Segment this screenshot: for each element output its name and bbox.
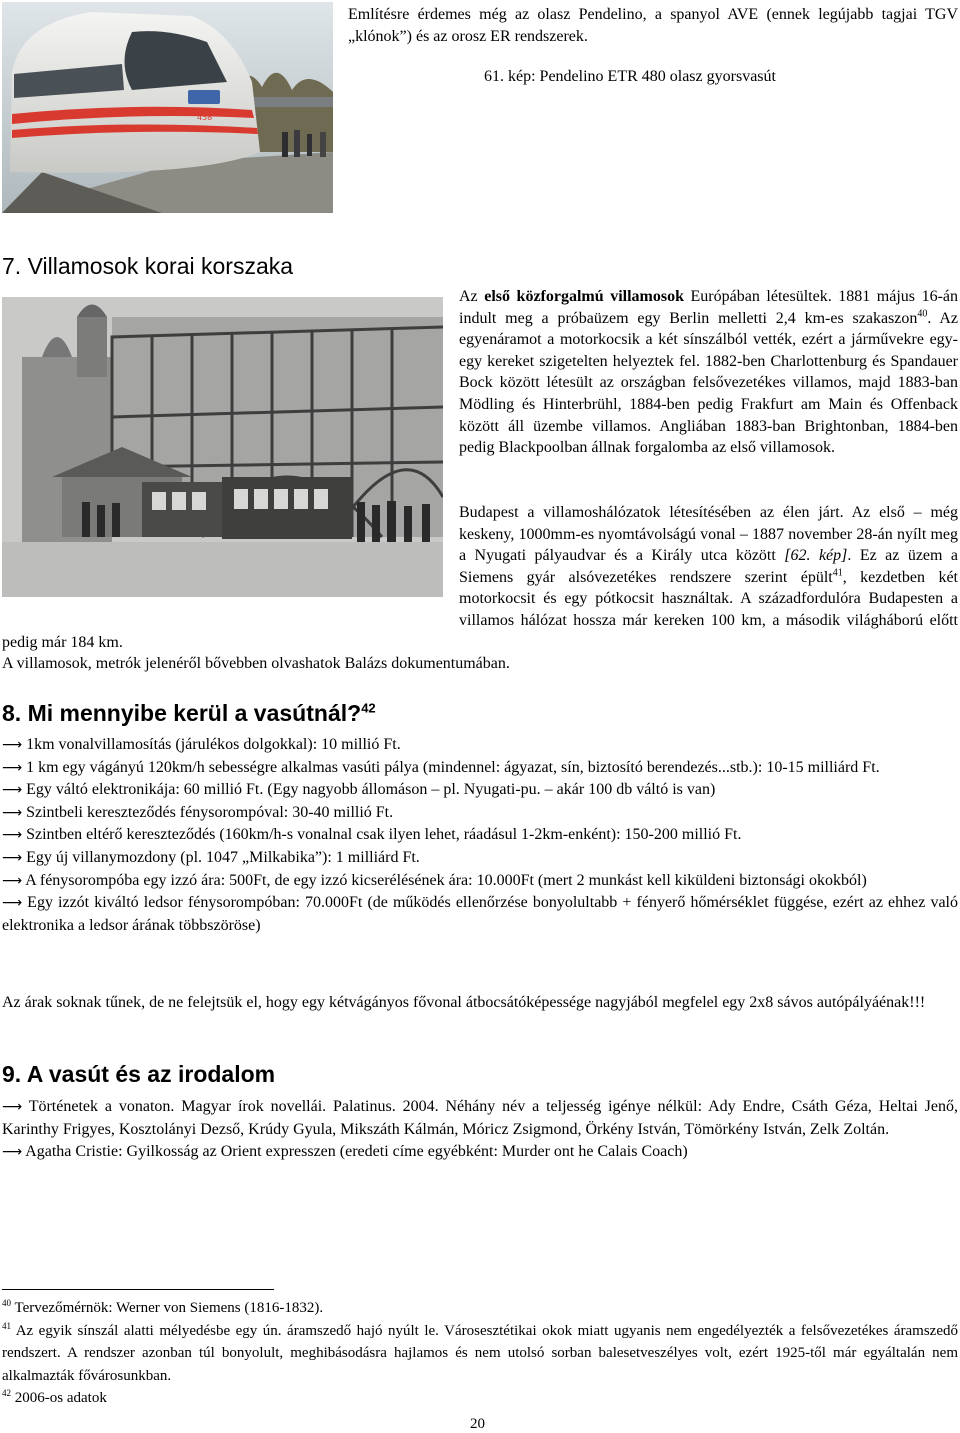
intro-text: Említésre érdemes még az olasz Pendelino, a spanyol AVE (ennek legújabb tagjai TGV „klónok”) és az orosz ER rendszerek. (348, 6, 958, 45)
footnote-40: $^{40}$ Tervezőmérnök: Werner von Siemens (1816-1832). (2, 1298, 324, 1316)
literature-item: ⟶ Történetek a vonaton. Magyar írok novellái. Palatinus. 2004. Néhány név a teljesség igénye nélkül: Ady Endre, Csáth Géza, Heltai Jenő, Karinthy Frigyes, Kosztolányi Dezső, Krúdy Gyula, Mikszáth Kálmán, Móricz Zsigmond, Örkény István, Tömörkény István, Zelk Zoltán. (2, 1098, 959, 1138)
literature-list (2, 1096, 958, 1164)
figure-62-reference: [62. kép] (784, 547, 848, 565)
section-7-paragraph-2-block (2, 502, 958, 675)
cost-item: ⟶ 1km vonalvillamosítás (járulékos dolgokkal): 10 millió Ft. (2, 736, 401, 753)
arrow-right-icon: ⟶ (2, 872, 23, 889)
pendelino-train-photo (2, 2, 333, 213)
costs-list (2, 734, 958, 937)
cost-item: ⟶ 1 km egy vágányú 120km/h sebességre alkalmas vasúti pálya (mindennel: ágyazat, sín, biztosító berendezés...stb.): 10-15 milliárd Ft. (2, 758, 880, 776)
cost-item: ⟶ Egy váltó elektronikája: 60 millió Ft. (Egy nagyobb állomáson – pl. Nyugati-pu. – akár 100 db váltó is van) (2, 781, 716, 799)
cost-item: ⟶ Egy izzót kiváltó ledsor fénysorompóban: 70.000Ft (de működés ellenőrzése bonyolultabb + fényerő hőmérséklet függése, ezért az ehhez való elektronika a ledsor árának többszöröse) (2, 894, 958, 934)
cost-item: ⟶ Szintben eltérő kereszteződés (160km/h-s vonalnal csak ilyen lehet, ráadásul 1-2km-enként): 150-200 millió Ft. (2, 826, 742, 844)
arrow-right-icon: ⟶ (2, 759, 23, 776)
section-7-text-beside-photo (459, 286, 958, 459)
section-7-paragraph-1: Az első közforgalmú villamosok Európában létesültek. 1881 május 16-án indult meg a próbaüzem egy Berlin melletti 2,4 km-es szakaszon$^{40}$. Az egyenáramot a motorkocsik a két sínszálból vették, ezért a járművekre egy-egy kereket szigetelten helyeztek fel. 1882-ben Charlottenburg és Spandauer Bock között létesült az országban felsővezetékes villamos, majd 1883-ban Mödling és Hinterbrühl, 1884-ben pedig Frakfurt am Main és Offenback között áll üzembe villamos. Angliában 1883-ban Brightonban, 1884-ben pedig Blackpoolban állnak forgalomba az első villamosok. (459, 288, 959, 457)
literature-item: ⟶ Agatha Cristie: Gyilkosság az Orient expresszen (eredeti címe egyébként: Murder ont he Calais Coach) (2, 1143, 688, 1161)
svg-text:458: 458 (197, 113, 213, 122)
cost-item: ⟶ A fénysorompóba egy izzó ára: 500Ft, de egy izzó kicserélésének ára: 10.000Ft (mert 2 munkást kell kiküldeni biztonsági okokból) (2, 871, 867, 889)
arrow-right-icon: ⟶ (2, 737, 23, 753)
footnote-ref-41: 41 (832, 567, 843, 579)
footnote-42: $^{42}$ 2006-os adatok (2, 1388, 107, 1406)
arrow-right-icon: ⟶ (2, 895, 23, 912)
section-7-heading: 7. Villamosok korai korszaka (2, 253, 294, 279)
section-7-paragraph-2: Budapest a villamoshálózatok létesítésében az élen járt. Az első – még keskeny, 1000mm-es nyomtávolságú vonal – 1887 november 28-án nyílt meg a Nyugati pályaudvar és a Király utca között [62. kép]. Ez az üzem a Siemens gyár alsóvezetékes rendszere szerint épült$^{41}$, kezdetben két motorkocsit és egy pótkocsit használtak. A századfordulóra Budapesten a villamos hálózat hossza már kereken 100 km, a második világháború előtt pedig már 184 km. (2, 504, 959, 651)
cost-item: ⟶ Szintbeli kereszteződés fénysorompóval: 30-40 millió Ft. (2, 803, 394, 821)
arrow-right-icon: ⟶ (2, 782, 23, 799)
costs-closing-paragraph: Az árak soknak tűnek, de ne felejtsük el, hogy egy kétvágányos fővonal átbocsátóképessége nagyjából megfelel egy 2x8 sávos autópályáénak!!! (2, 994, 926, 1011)
page-number: 20 (470, 1416, 485, 1432)
figure-61-caption: 61. kép: Pendelino ETR 480 olasz gyorsvasút (484, 68, 776, 85)
arrow-right-icon: ⟶ (2, 849, 23, 866)
section-7-paragraph-3: A villamosok, metrók jelenéről bővebben olvashatok Balázs dokumentumában. (2, 655, 510, 673)
arrow-right-icon: ⟶ (2, 804, 23, 821)
cost-item: ⟶ Egy új villanymozdony (pl. 1047 „Milkabika”): 1 milliárd Ft. (2, 848, 420, 866)
arrow-right-icon: ⟶ (2, 1099, 23, 1115)
intro-paragraph (348, 4, 958, 47)
footnote-41: $^{41}$ Az egyik sínszál alatti mélyedésbe egy ún. áramszedő hajó nyúlt le. Városesztétikai okok miatt ugyanis nem engedélyezték a felsővezetékes áramszedő rendszert. A rendszer azonban túl bonyolult, meghibásodásra hajlamos és nem utolsó sorban balesetveszélyes volt, ezért 1925-től már egyáltalán nem alkalmazták fővárosunkban. (2, 1320, 958, 1384)
footnote-ref-40: 40 (917, 308, 928, 320)
section-8-heading: 8. Mi mennyibe kerül a vasútnál?$^{42}$ (2, 700, 376, 726)
footnote-ref-42: 42 (361, 700, 376, 716)
footnote-separator (2, 1289, 274, 1290)
footnotes (2, 1297, 958, 1410)
photo-float-spacer (2, 502, 459, 610)
section-9-heading: 9. A vasút és az irodalom (2, 1061, 276, 1087)
arrow-right-icon: ⟶ (2, 827, 23, 844)
arrow-right-icon: ⟶ (2, 1144, 23, 1161)
